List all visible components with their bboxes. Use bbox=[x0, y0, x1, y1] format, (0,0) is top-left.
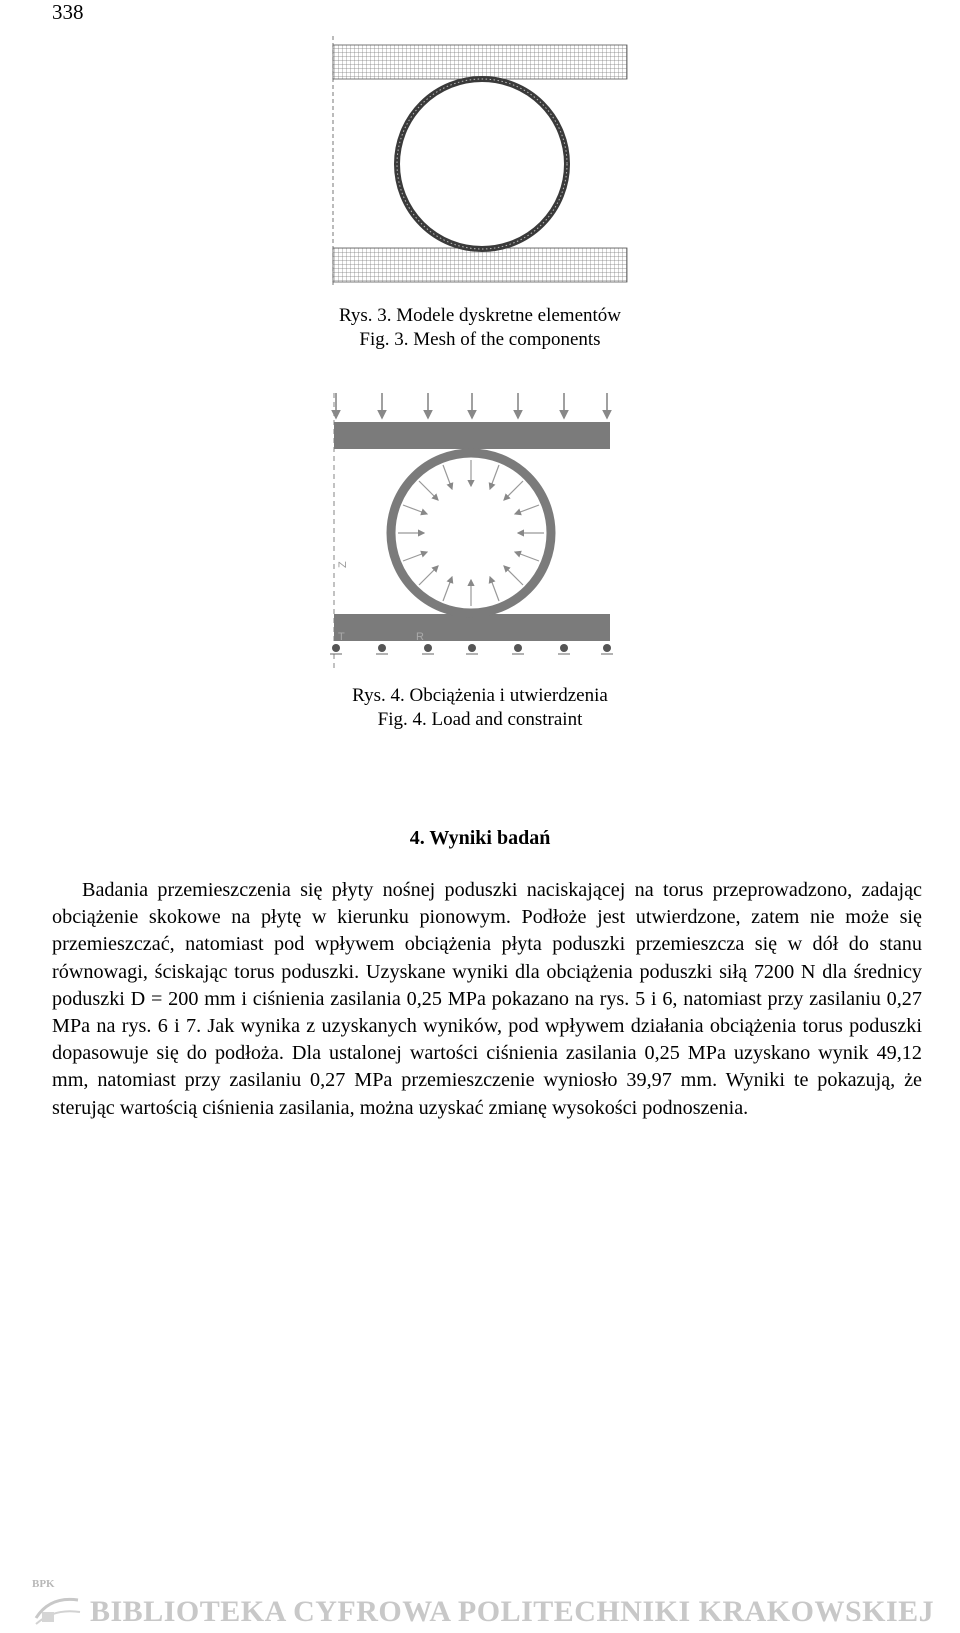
bottom-plate-mesh bbox=[333, 248, 627, 282]
library-logo-text: BPK bbox=[32, 1578, 55, 1590]
mesh-diagram bbox=[330, 36, 630, 291]
figure-4-caption-en: Fig. 4. Load and constraint bbox=[377, 709, 583, 730]
pressure-arrows bbox=[398, 460, 544, 606]
figure-3-mesh bbox=[330, 36, 630, 291]
section-body bbox=[52, 877, 922, 1122]
section-paragraph: Badania przemieszczenia się płyty nośnej poduszki naciskającej na torus przeprowadzono, zadając obciążenie skokowe na płytę w kierunku pionowym. Podłoże jest utwierdzone, zatem nie może się przemieszczać, natomiast pod wpływem obciążenia płyta poduszki przemieszcza się w dół do stanu równowagi, ściskając torus poduszki. Uzyskane wyniki dla obciążenia poduszki siłą 7200 N dla średnicy poduszki D = 200 mm i ciśnienia zasilania 0,25 MPa pokazano na rys. 5 i 6, natomiast przy zasilaniu 0,27 MPa na rys. 6 i 7. Jak wynika z uzyskanych wyników, pod wpływem działania obciążenia torus poduszki dopasowuje się do podłoża. Dla ustalonej wartości ciśnienia zasilania 0,25 MPa uzyskano wynik 49,12 mm, natomiast przy zasilaniu 0,27 MPa przemieszczenie wyniosło 39,97 mm. Wyniki te pokazują, że sterując wartością ciśnienia zasilania, można uzyskać zmianę wysokości podnoszenia. bbox=[52, 879, 922, 1119]
axis-z-label: Z bbox=[337, 561, 349, 568]
constraint-symbols bbox=[332, 644, 611, 652]
page-number: 338 bbox=[52, 0, 84, 24]
figure-4-load-constraint bbox=[326, 388, 626, 673]
figure-3-caption-pl: Rys. 3. Modele dyskretne elementów bbox=[338, 305, 622, 326]
label-r: R bbox=[416, 631, 424, 643]
bottom-plate bbox=[334, 614, 610, 641]
load-diagram bbox=[326, 388, 626, 673]
figure-3-caption-en: Fig. 3. Mesh of the components bbox=[359, 329, 601, 350]
library-footer bbox=[30, 1578, 960, 1633]
top-plate bbox=[334, 422, 610, 449]
top-plate-mesh bbox=[333, 45, 627, 79]
label-t: T bbox=[338, 631, 345, 643]
section-heading: 4. Wyniki badań bbox=[409, 827, 551, 849]
torus-ring-mesh bbox=[397, 79, 567, 249]
figure-4-caption-pl: Rys. 4. Obciążenia i utwierdzenia bbox=[352, 685, 608, 706]
library-footer-text: BIBLIOTEKA CYFROWA POLITECHNIKI KRAKOWSKIEJ bbox=[90, 1595, 935, 1628]
load-arrows bbox=[336, 393, 607, 418]
